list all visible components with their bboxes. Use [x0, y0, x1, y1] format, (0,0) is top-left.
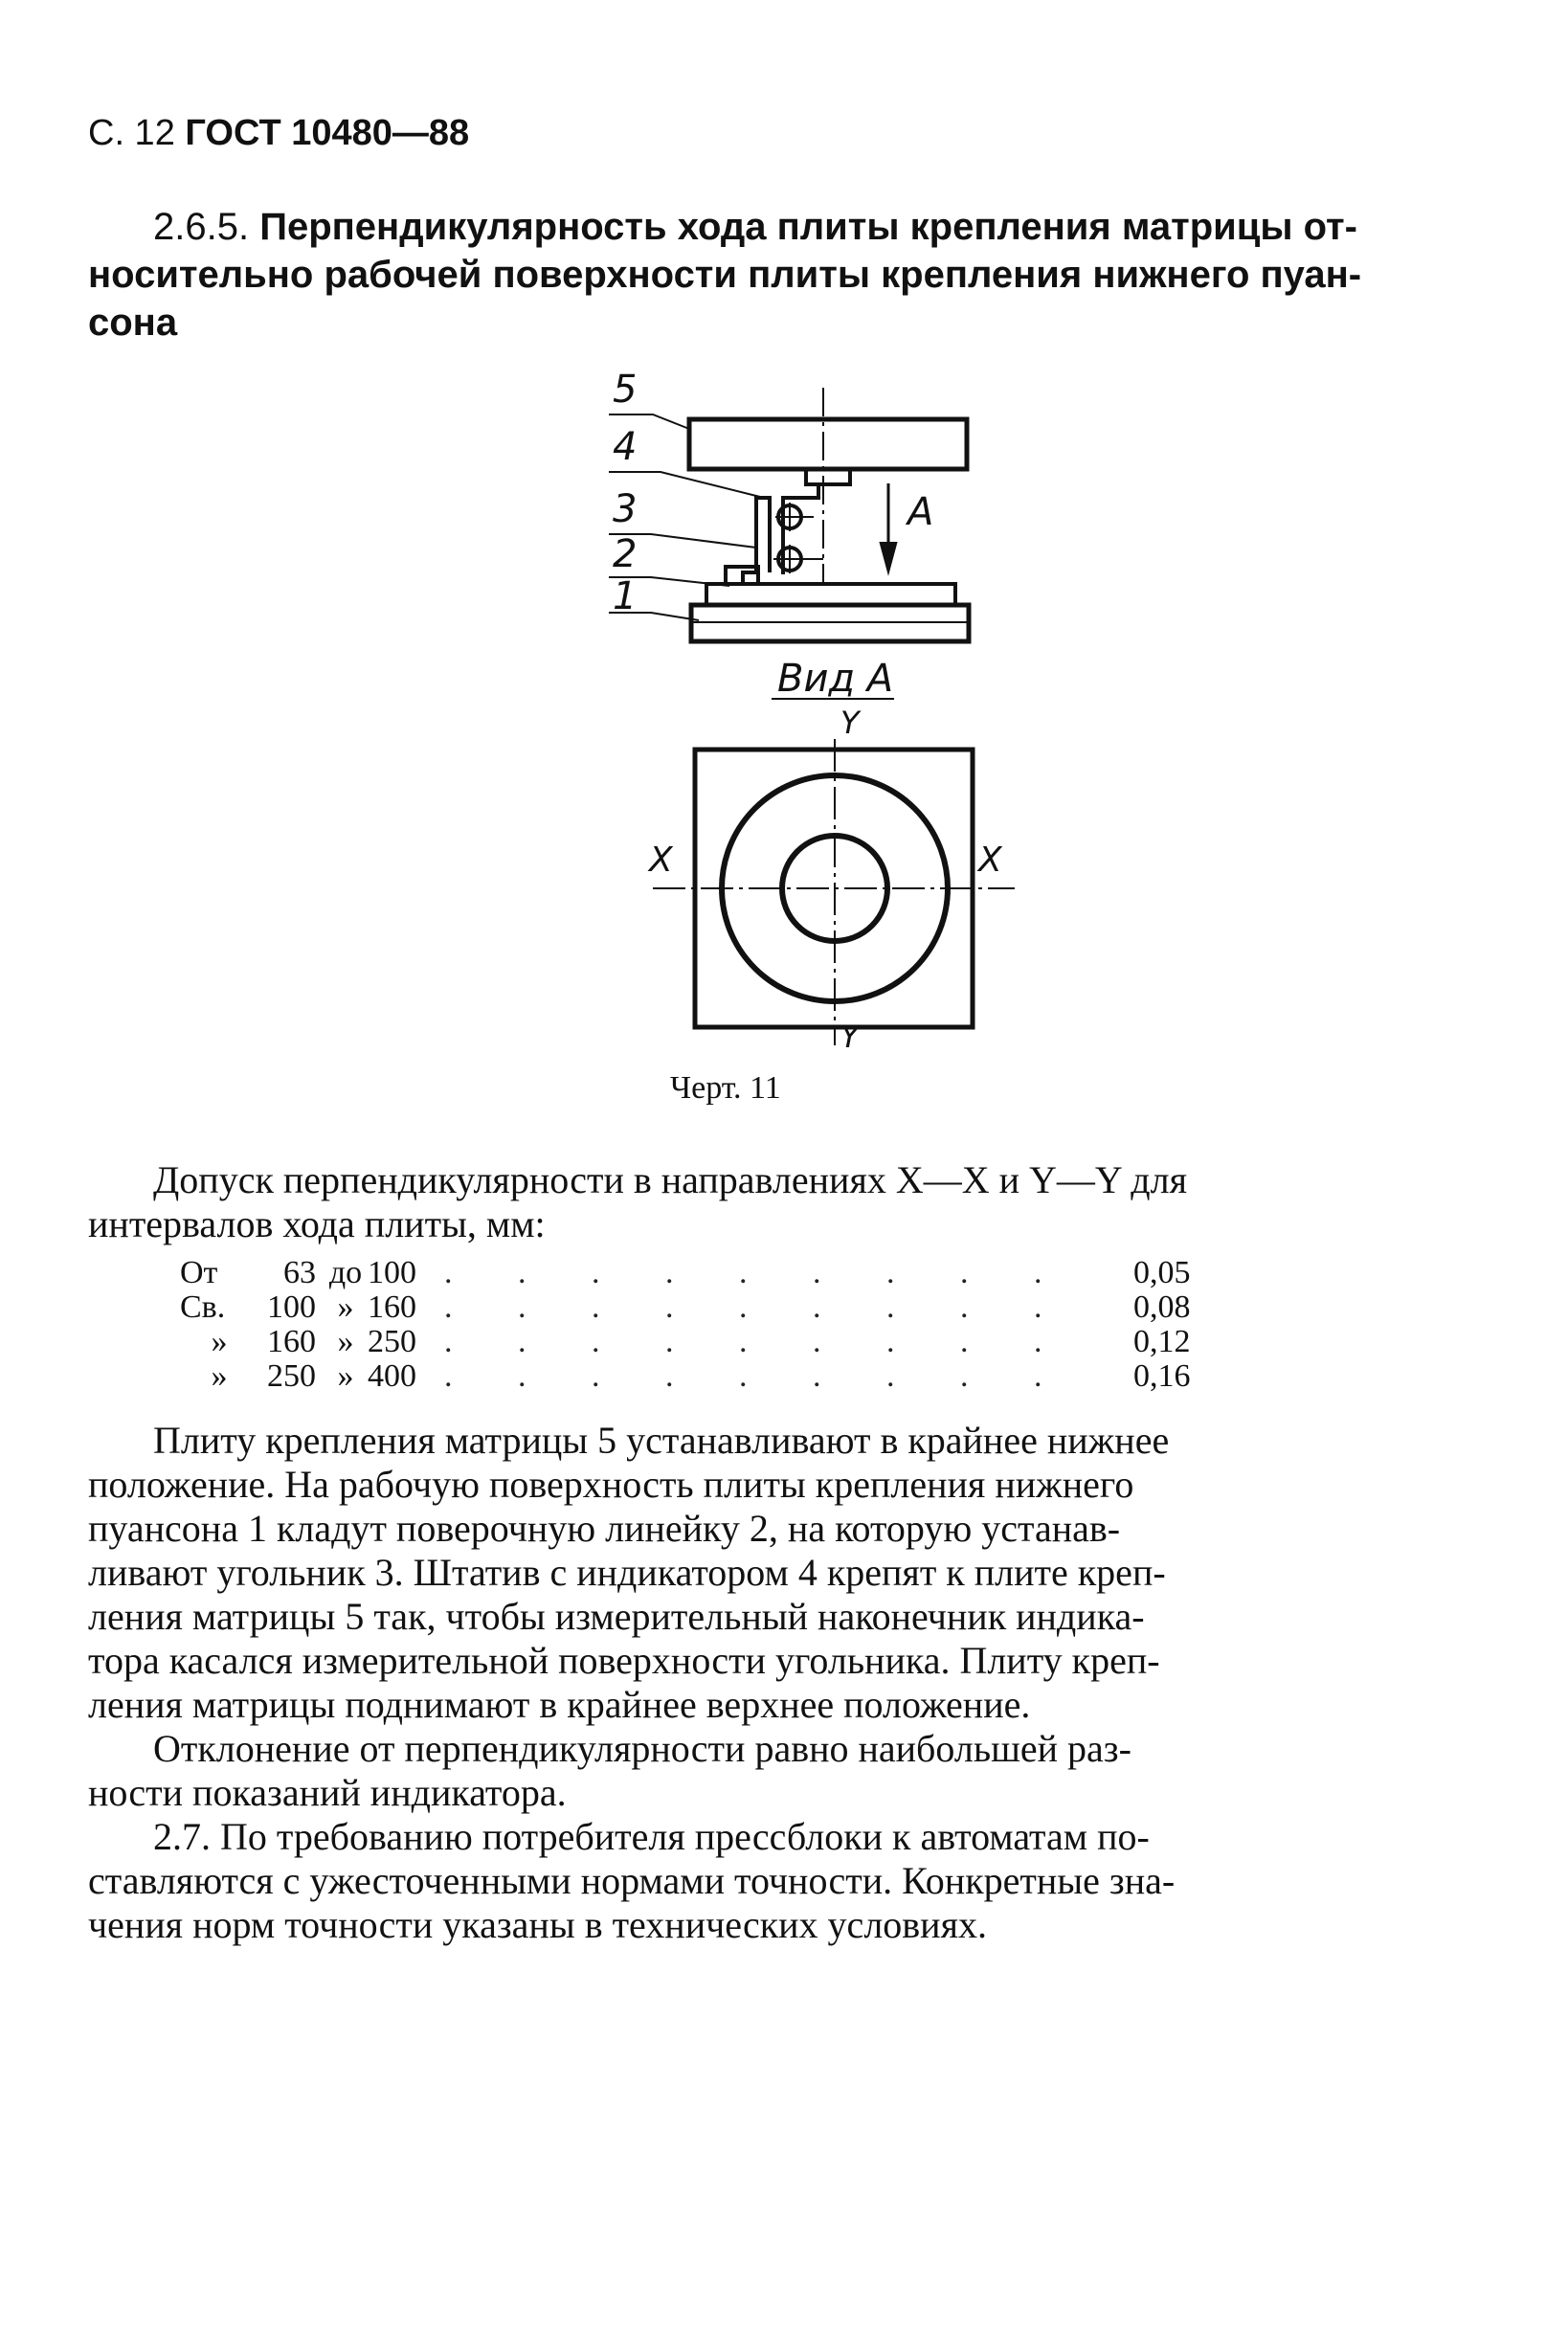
table-row: » 160 » 250 . . . . . . . . . 0,12 [180, 1325, 1210, 1359]
axis-y-top: Y [840, 705, 860, 741]
section-2-6-5-title-cont [88, 251, 1436, 299]
table-row: » 250 » 400 . . . . . . . . . 0,16 [180, 1359, 1210, 1394]
callout-4: 4 [613, 425, 638, 469]
callout-2: 2 [613, 532, 638, 576]
tolerance-value: 0,08 [1133, 1289, 1191, 1325]
method-line-3: пуансона 1 кладут поверочную линейку 2, на которую устанав- [88, 1507, 1121, 1550]
section-2-6-5-title [153, 203, 1436, 251]
method-line-5: ления матрицы 5 так, чтобы измерительный наконечник индика- [88, 1595, 1145, 1638]
figure-caption: Черт. 11 [670, 1070, 781, 1106]
tolerance-table [180, 1256, 1210, 1394]
tolerance-intro-line-2: интервалов хода плиты, мм: [88, 1202, 546, 1245]
callout-1: 1 [613, 574, 638, 618]
title-line-1: Перпендикулярность хода плиты крепления матрицы от- [259, 206, 1357, 248]
section-2-7-line-2: ставляются с ужесточенными нормами точности. Конкретные зна- [88, 1859, 1176, 1902]
arrow-label-a: A [907, 490, 934, 534]
page-number: С. 12 [88, 113, 175, 153]
method-line-2: положение. На рабочую поверхность плиты крепления нижнего [88, 1463, 1134, 1506]
deviation-line-1: Отклонение от перпендикулярности равно наибольшей раз- [153, 1727, 1131, 1770]
title-line-2: носительно рабочей поверхности плиты крепления нижнего пуан- [88, 254, 1362, 296]
callout-5: 5 [613, 368, 638, 412]
standard-id: ГОСТ 10480—88 [185, 113, 470, 153]
method-line-6: тора касался измерительной поверхности угольника. Плиту креп- [88, 1639, 1160, 1682]
title-line-3: сона [88, 302, 178, 344]
table-row: Св. 100 » 160 . . . . . . . . . 0,08 [180, 1290, 1210, 1325]
axis-y-bottom: Y [840, 1019, 860, 1053]
ruler-2 [706, 584, 955, 605]
tolerance-value: 0,12 [1133, 1324, 1191, 1359]
tolerance-intro [88, 1158, 1436, 1246]
tolerance-value: 0,05 [1133, 1255, 1191, 1290]
method-line-1: Плиту крепления матрицы 5 устанавливают в крайнее нижнее [153, 1419, 1170, 1462]
deviation-line-2: ности показаний индикатора. [88, 1771, 567, 1814]
tolerance-value: 0,16 [1133, 1358, 1191, 1394]
view-a-title: Вид А [777, 657, 894, 701]
table-row: От 63 до 100 . . . . . . . . . 0,05 [180, 1256, 1210, 1290]
method-line-7: ления матрицы поднимают в крайнее верхнее положение. [88, 1683, 1031, 1726]
callout-labels [613, 368, 933, 618]
section-2-6-5-title-cont2 [88, 299, 1436, 347]
section-2-7-line-1: 2.7. По требованию потребителя прессблоки к автоматам по- [153, 1815, 1150, 1858]
axis-x-left: X [649, 840, 673, 880]
section-2-7 [88, 1815, 1436, 1947]
callout-3: 3 [613, 487, 638, 531]
direction-arrowhead [882, 544, 895, 569]
tolerance-intro-line-1: Допуск перпендикулярности в направлениях X—X и Y—Y для [153, 1158, 1188, 1201]
page-header [88, 113, 469, 154]
method-paragraph [88, 1419, 1436, 1815]
section-2-7-line-3: чения норм точности указаны в технических условиях. [88, 1903, 987, 1946]
matrix-plate-5 [689, 419, 967, 469]
method-line-4: ливают угольник 3. Штатив с индикатором 4 крепят к плите креп- [88, 1551, 1166, 1594]
axis-x-right: X [978, 840, 1002, 880]
section-number: 2.6.5. [153, 206, 250, 248]
figure-11-drawing [594, 364, 1015, 1053]
view-a [647, 657, 1015, 1053]
